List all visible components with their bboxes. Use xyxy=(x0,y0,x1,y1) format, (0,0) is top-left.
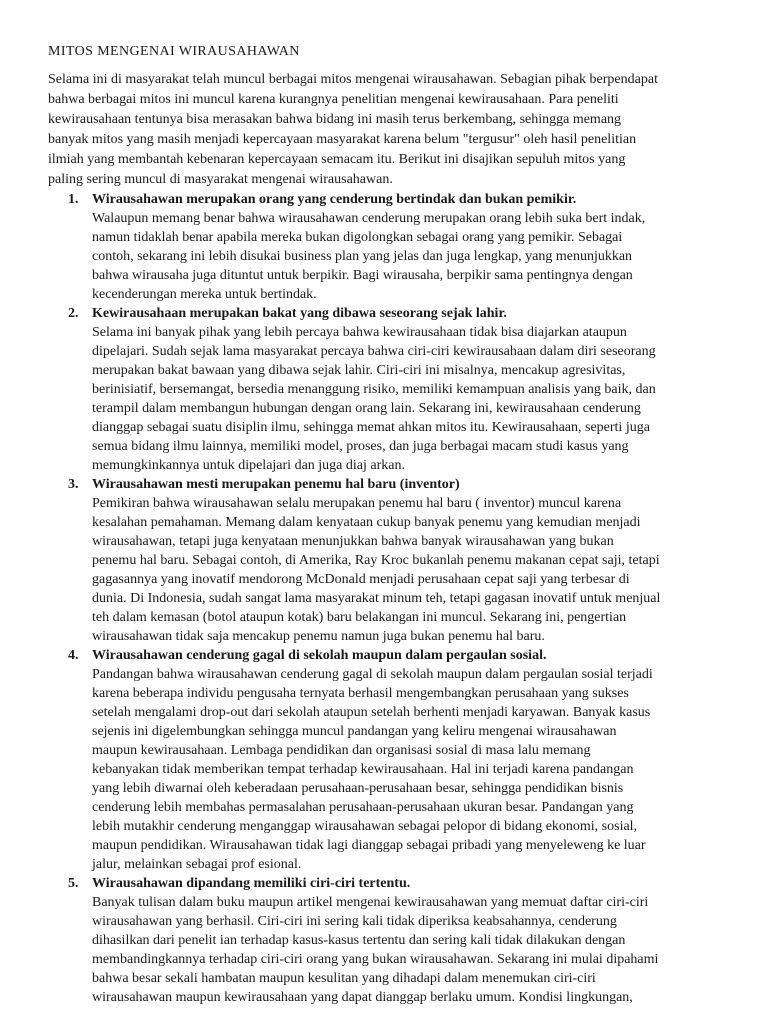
myth-item xyxy=(48,874,748,1007)
myth-body-line: membandingkannya terhadap ciri-ciri orang yang bukan wirausahawan. Sekarang ini mulai dipahami xyxy=(92,952,659,967)
myth-body-line: bahwa wirausaha juga dituntut untuk berpikir. Bagi wirausaha, berpikir sama pentingnya dengan xyxy=(92,268,633,283)
myth-body-line: penemu hal baru. Sebagai contoh, di Amerika, Ray Kroc bukanlah penemu makanan cepat saji, tetapi xyxy=(92,553,660,568)
myth-body-line: Selama ini banyak pihak yang lebih percaya bahwa kewirausahaan tidak bisa diajarkan ataupun xyxy=(92,325,627,340)
myth-body-line: maupun pendidikan. Wirausahawan tidak lagi dianggap sebagai pribadi yang menyeleweng ke luar xyxy=(92,838,646,853)
myth-body-line: maupun kewirausahaan. Lembaga pendidikan dan organisasi sosial di masa lalu memang xyxy=(92,743,591,758)
myth-body-line: kebanyakan tidak memberikan tempat terhadap kewirausahaan. Hal ini terjadi karena pandangan xyxy=(92,762,634,777)
myth-number: 2. xyxy=(68,306,79,321)
myth-body-line: cenderung lebih membahas permasalahan perusahaan-perusahaan ukuran besar. Pandangan yang xyxy=(92,800,634,815)
myth-body-line: Pandangan bahwa wirausahawan cenderung gagal di sekolah maupun dalam pergaulan sosial terjadi xyxy=(92,667,653,682)
myth-heading: Kewirausahaan merupakan bakat yang dibawa seseorang sejak lahir. xyxy=(92,306,507,321)
myth-body-line: Walaupun memang benar bahwa wirausahawan cenderung merupakan orang lebih suka bert indak, xyxy=(92,211,646,226)
myth-body-line: teh dalam kemasan (botol ataupun kotak) baru belakangan ini muncul. Sekarang ini, pengertian xyxy=(92,610,627,625)
myth-item xyxy=(48,646,748,874)
intro-line: paling sering muncul di masyarakat mengenai wirausahawan. xyxy=(48,172,393,187)
myth-body-line: memungkinkannya untuk dipelajari dan juga diaj arkan. xyxy=(92,458,405,473)
myth-body-line: sejenis ini digelembungkan sehingga muncul pandangan yang keliru mengenai wirausahawan xyxy=(92,724,617,739)
myth-body-line: contoh, sekarang ini lebih disukai business plan yang jelas dan juga lengkap, yang menunjukkan xyxy=(92,249,633,264)
myth-number: 3. xyxy=(68,477,79,492)
myth-heading: Wirausahawan merupakan orang yang cenderung bertindak dan bukan pemikir. xyxy=(92,192,577,207)
myth-body-line: terampil dalam membangun hubungan dengan orang lain. Sekarang ini, kewirausahaan cenderung xyxy=(92,401,641,416)
intro-line: kewirausahaan tentunya bisa merasakan bahwa bidang ini masih terus berkembang, sehingga memang xyxy=(48,112,622,127)
intro-paragraph xyxy=(48,70,748,190)
myth-body-line: Pemikiran bahwa wirausahawan selalu merupakan penemu hal baru ( inventor) muncul karena xyxy=(92,496,622,511)
myth-heading: Wirausahawan mesti merupakan penemu hal baru (inventor) xyxy=(92,477,460,492)
myth-body-line: berinisiatif, bersemangat, bersedia menanggung risiko, memiliki kemampuan analisis yang baik, dan xyxy=(92,382,656,397)
myth-body-line: wirausahawan maupun kewirausahaan yang dapat dianggap berlaku umum. Kondisi lingkungan, xyxy=(92,990,633,1005)
myth-body-line: lebih mutakhir cenderung menganggap wirausahawan sebagai pelopor di bidang ekonomi, sosial, xyxy=(92,819,638,834)
myth-item xyxy=(48,304,748,475)
myth-heading: Wirausahawan dipandang memiliki ciri-ciri tertentu. xyxy=(92,876,411,891)
myth-body-line: dunia. Di Indonesia, sudah sangat lama masyarakat minum teh, tetapi gagasan inovatif untuk menjual xyxy=(92,591,661,606)
myth-body-line: semua bidang ilmu lainnya, memiliki model, proses, dan juga berbagai macam studi kasus yang xyxy=(92,439,629,454)
myth-body-line: wirausahawan yang berhasil. Ciri-ciri ini sering kali tidak diperiksa keabsahannya, cenderung xyxy=(92,914,617,929)
intro-line: Selama ini di masyarakat telah muncul berbagai mitos mengenai wirausahawan. Sebagian pihak berpendapat xyxy=(48,72,658,87)
myth-number: 5. xyxy=(68,876,79,891)
myth-item xyxy=(48,190,748,304)
myth-body-line: wirausahawan, tetapi juga kenyataan menunjukkan bahwa banyak wirausahawan yang bukan xyxy=(92,534,614,549)
myth-body-line: merupakan bakat bawaan yang dibawa sejak lahir. Ciri-ciri ini misalnya, mencakup agresivitas, xyxy=(92,363,626,378)
myth-body-line: dipelajari. Sudah sejak lama masyarakat percaya bahwa ciri-ciri kewirausahaan dalam diri seseorang xyxy=(92,344,656,359)
myth-list xyxy=(48,190,748,1007)
myth-body-line: dianggap sebagai suatu disiplin ilmu, sehingga memat ahkan mitos itu. Kewirausahaan, seperti juga xyxy=(92,420,650,435)
myth-body-line: kecenderungan mereka untuk bertindak. xyxy=(92,287,317,302)
document-title: MITOS MENGENAI WIRAUSAHAWAN xyxy=(48,44,300,59)
myth-body-line: dihasilkan dari penelit ian terhadap kasus-kasus tertentu dan sering kali tidak dilakukan dengan xyxy=(92,933,626,948)
myth-body-line: namun tidaklah benar apabila mereka bukan digolongkan sebagai orang yang pemikir. Sebagai xyxy=(92,230,623,245)
intro-line: banyak mitos yang masih menjadi kepercayaan masyarakat karena belum "tergusur" oleh hasil penelitian xyxy=(48,132,637,147)
myth-body-line: gagasannya yang inovatif mendorong McDonald menjadi perusahaan cepat saji yang terbesar di xyxy=(92,572,630,587)
myth-body-line: karena beberapa individu pengusaha ternyata berhasil mengembangkan perusahaan yang sukses xyxy=(92,686,629,701)
myth-body-line: wirausahawan tidak saja mencakup penemu namun juga bukan penemu hal baru. xyxy=(92,629,545,644)
intro-line: ilmiah yang membantah kebenaran kepercayaan semacam itu. Berikut ini disajikan sepuluh mitos yang xyxy=(48,152,626,167)
myth-body-line: setelah mengalami drop-out dari sekolah ataupun setelah berhenti menjadi karyawan. Banyak kasus xyxy=(92,705,651,720)
myth-body-line: kesalahan pemahaman. Memang dalam kenyataan cukup banyak penemu yang kemudian menjadi xyxy=(92,515,641,530)
myth-number: 1. xyxy=(68,192,79,207)
intro-line: bahwa berbagai mitos ini muncul karena kurangnya penelitian mengenai kewirausahaan. Para peneliti xyxy=(48,92,619,107)
myth-number: 4. xyxy=(68,648,79,663)
myth-body-line: yang lebih diwarnai oleh keberadaan perusahaan-perusahaan besar, sehingga pendidikan bisnis xyxy=(92,781,624,796)
myth-item xyxy=(48,475,748,646)
myth-heading: Wirausahawan cenderung gagal di sekolah maupun dalam pergaulan sosial. xyxy=(92,648,547,663)
myth-body-line: bahwa besar sekali hambatan maupun kesulitan yang dihadapi dalam menemukan ciri-ciri xyxy=(92,971,596,986)
myth-body-line: Banyak tulisan dalam buku maupun artikel mengenai kewirausahawan yang memuat daftar ciri-ciri xyxy=(92,895,649,910)
myth-body-line: jalur, melainkan sebagai prof esional. xyxy=(92,857,302,872)
